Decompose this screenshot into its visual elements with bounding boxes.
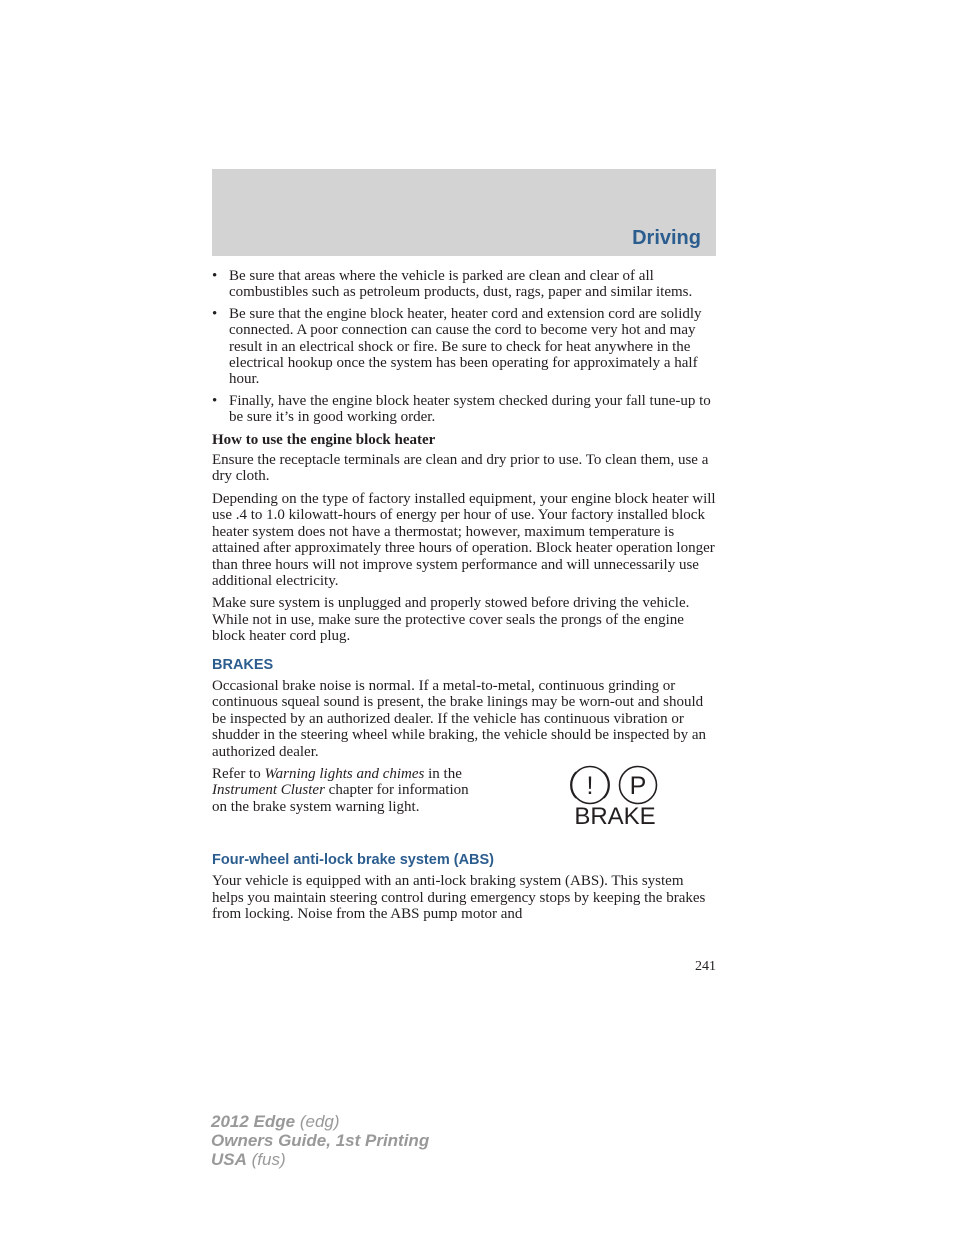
brakes-paragraph: Occasional brake noise is normal. If a metal-to-metal, continuous grinding or continuous squeal sound is present, the brake linings may be worn-out and should be inspected by an authorized dealer. If the vehicle has continuous vibration or shudder in the steering wheel while braking, the vehicle should be inspected by an authorized dealer.	[212, 677, 707, 760]
howto-heading: How to use the engine block heater	[212, 431, 436, 448]
instrument-cluster-link: Instrument Cluster	[212, 782, 325, 799]
howto-paragraph: Depending on the type of factory installed equipment, your engine block heater will use .4 to 1.0 kilowatt-hours of energy per hour of use. Your factory installed block heater system does not have a thermostat; however, maximum temperature is attained after approximately three hours of operation. Block heater operation longer than three hours will not improve system performance and will unnecessarily use additional electricity.	[212, 490, 716, 589]
brake-symbol-label: BRAKE	[574, 802, 656, 826]
footer-imprint	[211, 1112, 429, 1169]
footer-market: USA	[211, 1150, 247, 1169]
safety-bullet-list	[212, 268, 716, 426]
page-content	[212, 268, 716, 929]
bullet-item: • Finally, have the engine block heater system checked during your fall tune-up to be sure it’s in good working order.	[212, 393, 716, 426]
howto-paragraph: Make sure system is unplugged and properly stowed before driving the vehicle. While not in use, make sure the protective cover seals the prongs of the engine block heater cord plug.	[212, 595, 690, 645]
bullet-item: • Be sure that the engine block heater, heater cord and extension cord are solidly connected. A poor connection can cause the cord to become very hot and may result in an electrical shock or fire. Be sure to check for heat anywhere in the electrical hookup once the system has been operating for approximately a half hour.	[212, 306, 716, 388]
footer-line-market	[211, 1150, 429, 1169]
footer-model: 2012 Edge	[211, 1112, 296, 1131]
brake-reference-row	[212, 766, 716, 826]
section-title: Driving	[632, 227, 701, 249]
refer-middle: in the	[424, 765, 462, 782]
refer-suffix: chapter for information on the brake system warning light.	[212, 782, 469, 815]
howto-paragraph: Ensure the receptacle terminals are clean and dry prior to use. To clean them, use a dry cloth.	[212, 452, 709, 485]
abs-paragraph: Your vehicle is equipped with an anti-lock braking system (ABS). This system helps you maintain steering control during emergency stops by keeping the brakes from locking. Noise from the ABS pump motor and	[212, 873, 706, 923]
abs-heading: Four-wheel anti-lock brake system (ABS)	[212, 851, 495, 868]
brake-symbol-exclaim: !	[586, 771, 594, 800]
page-number: 241	[695, 959, 716, 974]
footer-model-code: (edg)	[295, 1112, 340, 1131]
footer-market-code: (fus)	[246, 1150, 286, 1169]
brake-reference-text	[212, 766, 472, 815]
brakes-heading: BRAKES	[212, 656, 274, 673]
warning-lights-link: Warning lights and chimes	[264, 765, 425, 782]
section-header-band	[212, 169, 716, 256]
footer-line-model	[211, 1112, 429, 1131]
brake-warning-icon	[560, 764, 660, 826]
footer-printing: Owners Guide, 1st Printing	[211, 1131, 430, 1150]
footer-line-printing	[211, 1131, 429, 1150]
bullet-item: • Be sure that areas where the vehicle is parked are clean and clear of all combustibles such as petroleum products, dust, rags, paper and similar items.	[212, 268, 716, 301]
brake-symbol-park: P	[629, 771, 647, 800]
refer-prefix: Refer to	[212, 765, 265, 782]
